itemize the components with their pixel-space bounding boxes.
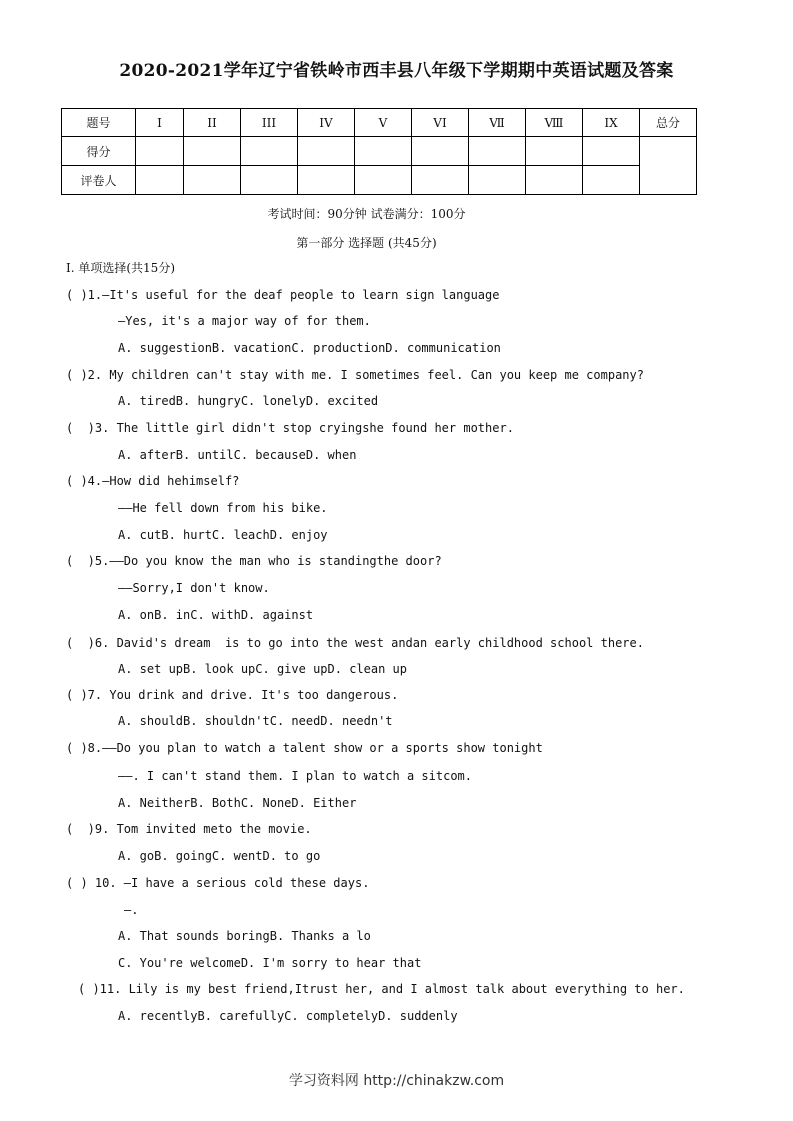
question-line: ( )11. Lily is my best friend,Itrust her, and I almost talk about everything to her. xyxy=(78,982,685,996)
score-table xyxy=(61,108,697,195)
question-line: ( )6. David's dream is to go into the west andan early childhood school there. xyxy=(66,636,644,650)
option-line: A. goB. goingC. wentD. to go xyxy=(118,849,321,863)
option-line: A. afterB. untilC. becauseD. when xyxy=(118,448,357,462)
option-line: C. You're welcomeD. I'm sorry to hear that xyxy=(118,956,422,970)
question-line: ——He fell down from his bike. xyxy=(118,501,328,515)
score-cell[interactable] xyxy=(469,137,526,166)
header-cell: V xyxy=(355,109,412,137)
score-cell[interactable] xyxy=(298,137,355,166)
section-title: I. 单项选择(共15分) xyxy=(66,261,176,275)
grader-cell[interactable] xyxy=(469,166,526,195)
part-title: 第一部分 选择题 (共45分) xyxy=(296,236,437,250)
grader-cell[interactable] xyxy=(355,166,412,195)
option-line: A. cutB. hurtC. leachD. enjoy xyxy=(118,528,328,542)
question-line: ( )3. The little girl didn't stop cryingshe found her mother. xyxy=(66,421,514,435)
question-line: ( )1.—It's useful for the deaf people to learn sign language xyxy=(66,288,500,302)
option-line: A. shouldB. shouldn'tC. needD. needn't xyxy=(118,714,393,728)
score-row xyxy=(62,137,697,166)
score-cell[interactable] xyxy=(241,137,298,166)
score-cell[interactable] xyxy=(526,137,583,166)
grader-cell[interactable] xyxy=(583,166,640,195)
option-line: A. NeitherB. BothC. NoneD. Either xyxy=(118,796,357,810)
grader-cell[interactable] xyxy=(298,166,355,195)
exam-info: 考试时间：90分钟 试卷满分：100分 xyxy=(267,207,466,221)
header-cell: 题号 xyxy=(62,109,136,137)
header-cell: 总分 xyxy=(640,109,697,137)
question-line: ( )2. My children can't stay with me. I sometimes feel. Can you keep me company? xyxy=(66,368,644,382)
footer-watermark: 学习资料网 http://chinakzw.com xyxy=(288,1073,505,1089)
question-line: ——. I can't stand them. I plan to watch a sitcom. xyxy=(118,769,473,783)
grader-cell[interactable] xyxy=(412,166,469,195)
row-label: 评卷人 xyxy=(62,166,136,195)
score-cell[interactable] xyxy=(583,137,640,166)
row-label: 得分 xyxy=(62,137,136,166)
grader-cell[interactable] xyxy=(241,166,298,195)
grader-row xyxy=(62,166,697,195)
score-cell[interactable] xyxy=(136,137,184,166)
header-cell: IX xyxy=(583,109,640,137)
question-line: —. xyxy=(124,903,139,917)
question-line: ——Sorry,I don't know. xyxy=(118,581,270,595)
header-cell: III xyxy=(241,109,298,137)
question-line: ( )7. You drink and drive. It's too dangerous. xyxy=(66,688,399,702)
total-score-cell[interactable] xyxy=(640,137,697,195)
option-line: A. That sounds boringB. Thanks a lo xyxy=(118,929,371,943)
grader-cell[interactable] xyxy=(526,166,583,195)
grader-cell[interactable] xyxy=(136,166,184,195)
question-line: ( )8.——Do you plan to watch a talent show or a sports show tonight xyxy=(66,741,543,755)
grader-cell[interactable] xyxy=(184,166,241,195)
option-line: A. tiredB. hungryC. lonelyD. excited xyxy=(118,394,379,408)
score-cell[interactable] xyxy=(412,137,469,166)
question-line: ( )9. Tom invited meto the movie. xyxy=(66,822,312,836)
header-cell: Ⅶ xyxy=(469,109,526,137)
header-cell: Ⅷ xyxy=(526,109,583,137)
header-cell: II xyxy=(184,109,241,137)
question-line: ( )4.—How did hehimself? xyxy=(66,474,240,488)
option-line: A. suggestionB. vacationC. productionD. communication xyxy=(118,341,501,355)
question-line: ( )5.——Do you know the man who is standingthe door? xyxy=(66,554,442,568)
score-table-header-row xyxy=(62,109,697,137)
option-line: A. onB. inC. withD. against xyxy=(118,608,314,622)
header-cell: VI xyxy=(412,109,469,137)
header-cell: I xyxy=(136,109,184,137)
header-cell: IV xyxy=(298,109,355,137)
question-line: ( ) 10. —I have a serious cold these days. xyxy=(66,876,370,890)
score-cell[interactable] xyxy=(355,137,412,166)
score-cell[interactable] xyxy=(184,137,241,166)
question-line: —Yes, it's a major way of for them. xyxy=(118,314,371,328)
option-line: A. set upB. look upC. give upD. clean up xyxy=(118,662,407,676)
document-title: 2020-2021学年辽宁省铁岭市西丰县八年级下学期期中英语试题及答案 xyxy=(119,61,674,81)
option-line: A. recentlyB. carefullyC. completelyD. suddenly xyxy=(118,1009,458,1023)
